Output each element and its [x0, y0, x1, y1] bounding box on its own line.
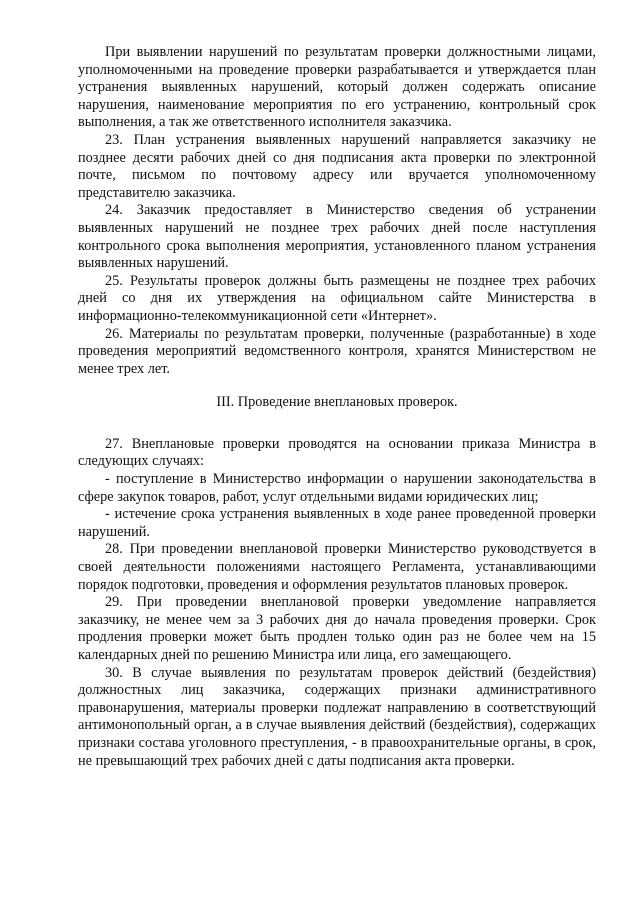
paragraph-30: 30. В случае выявления по результатам проверок действий (бездействия) должностных лиц заказчика, содержащих признаки административного правонарушения, материалы проверки подлежат направлению в соответствующий антимонопольный орган, а в случае выявления действий (бездействия), содержащих признаки состава уголовного преступления, - в правоохранительные органы, в срок, не превышающий трех рабочих дней с даты подписания акта проверки. [78, 664, 596, 769]
section-heading: III. Проведение внеплановых проверок. [216, 394, 458, 411]
list-item-deadline-expired: - истечение срока устранения выявленных в ходе ранее проведенной проверки нарушений. [78, 506, 596, 540]
paragraph-plan-development: При выявлении нарушений по результатам проверки должностными лицами, уполномоченными на проведение проверки разрабатывается и утверждается план устранения выявленных нарушений, который должен содержать описание нарушения, наименование мероприятия по его устранению, контрольный срок выполнения, а так же ответственного исполнителя заказчика. [78, 44, 596, 131]
paragraph-27: 27. Внеплановые проверки проводятся на основании приказа Министра в следующих случаях: [78, 435, 596, 470]
list-item-information-received: - поступление в Министерство информации о нарушении законодательства в сфере закупок товаров, работ, услуг отдельными видами юридических лиц; [78, 471, 596, 505]
paragraph-29: 29. При проведении внеплановой проверки уведомление направляется заказчику, не менее чем за 3 рабочих дня до начала проведения проверки. Срок продления проверки может быть продлен только один раз не более чем на 15 календарных дней по решению Министра или лица, его замещающего. [78, 594, 596, 663]
paragraph-24: 24. Заказчик предоставляет в Министерство сведения об устранении выявленных нарушений не позднее трех рабочих дней после наступления контрольного срока выполнения мероприятия, установленного планом устранения выявленных нарушений. [78, 202, 596, 272]
paragraph-25: 25. Результаты проверок должны быть размещены не позднее трех рабочих дней со дня их утверждения на официальном сайте Министерства в информационно-телекоммуникационной сети «Интернет». [78, 272, 596, 324]
document-page [78, 44, 596, 770]
paragraph-23: 23. План устранения выявленных нарушений направляется заказчику не позднее десяти рабочих дней со дня подписания акта проверки по электронной почте, письмом по почтовому адресу или вручается уполномоченному представителю заказчика. [78, 131, 596, 201]
paragraph-26: 26. Материалы по результатам проверки, полученные (разработанные) в ходе проведения мероприятий ведомственного контроля, хранятся Министерством не менее трех лет. [78, 325, 596, 377]
paragraph-28: 28. При проведении внеплановой проверки Министерство руководствуется в своей деятельности положениями настоящего Регламента, устанавливающими порядок подготовки, проведения и оформления результатов плановых проверок. [78, 541, 596, 593]
